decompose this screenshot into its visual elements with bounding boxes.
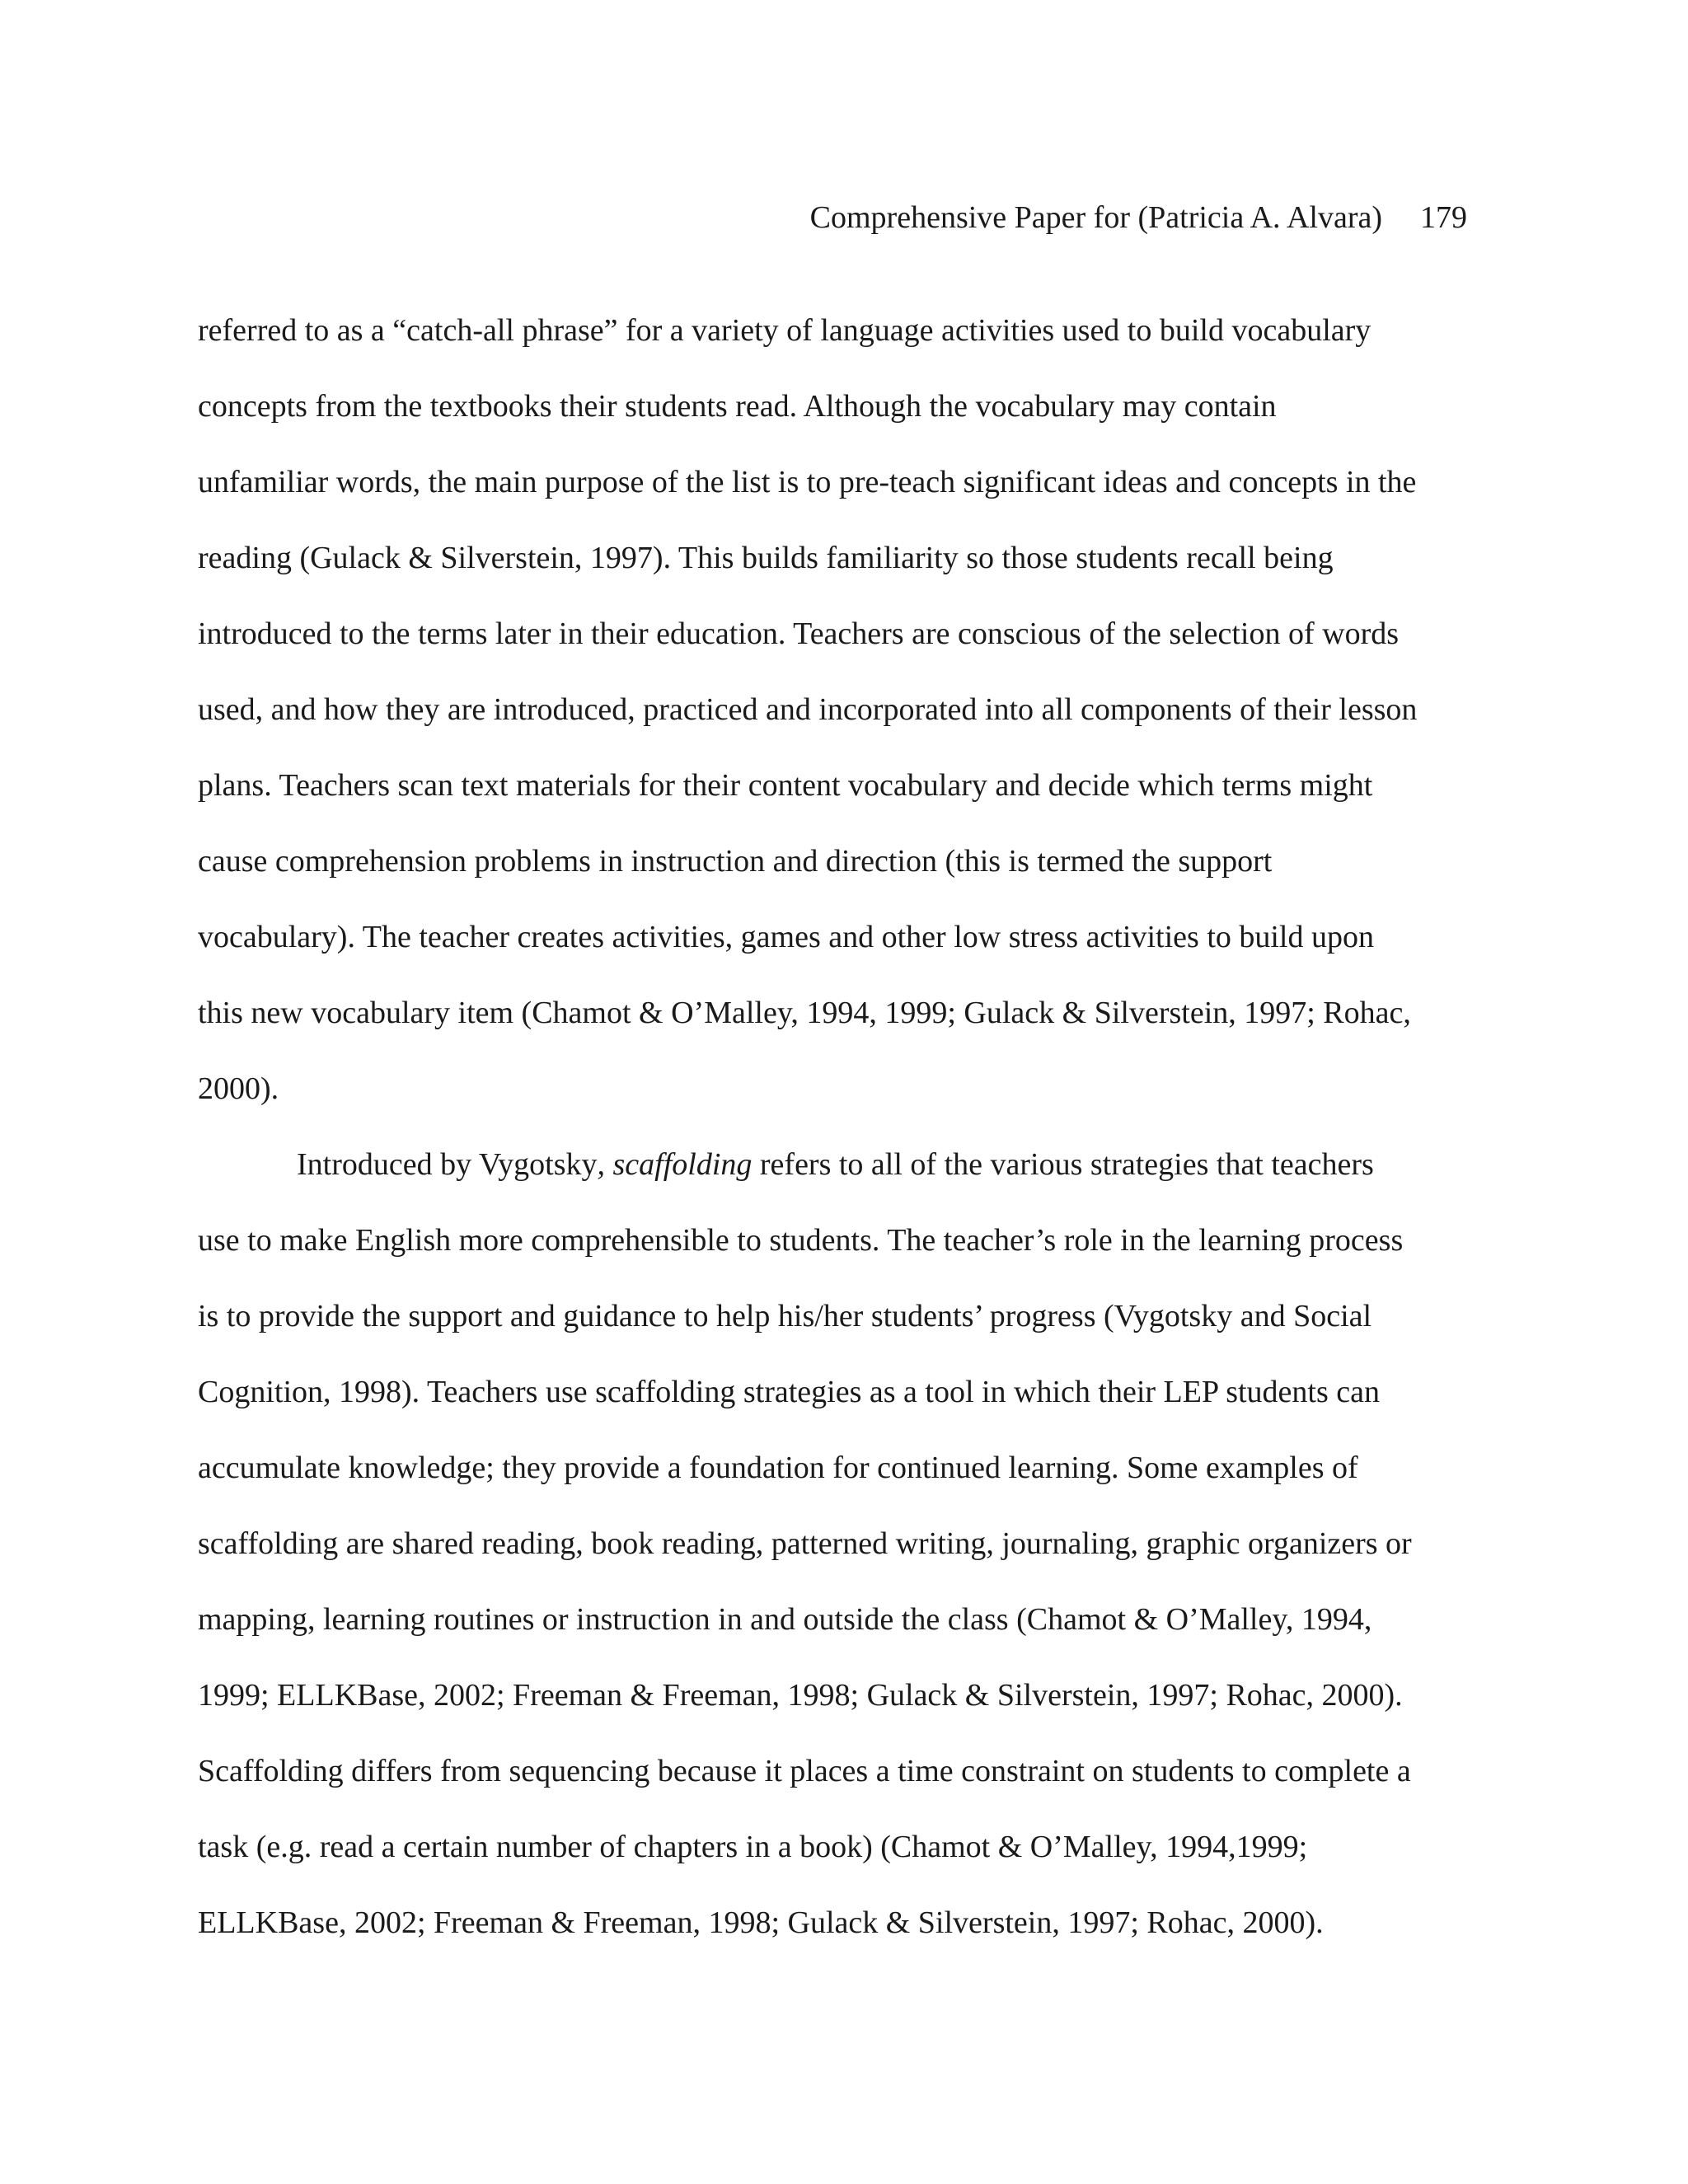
text-line: this new vocabulary item (Chamot & O’Malley, 1994, 1999; Gulack & Silverstein, 1997; Rohac, — [198, 996, 1411, 1030]
text-line: referred to as a “catch-all phrase” for a variety of language activities used to build vocabulary — [198, 313, 1372, 348]
text-line: accumulate knowledge; they provide a foundation for continued learning. Some examples of — [198, 1451, 1358, 1485]
text-line: reading (Gulack & Silverstein, 1997). This builds familiarity so those students recall being — [198, 541, 1334, 575]
text-line: used, and how they are introduced, practiced and incorporated into all components of their lesson — [198, 692, 1418, 727]
text-line: 2000). — [198, 1071, 279, 1106]
running-head-title: Comprehensive Paper for (Patricia A. Alvara) — [809, 200, 1382, 235]
text-run: refers to all of the various strategies that teachers — [752, 1147, 1374, 1182]
text-line: scaffolding are shared reading, book reading, patterned writing, journaling, graphic organizers or — [198, 1526, 1412, 1561]
text-line: concepts from the textbooks their students read. Although the vocabulary may contain — [198, 389, 1277, 424]
text-line: plans. Teachers scan text materials for their content vocabulary and decide which terms might — [198, 768, 1373, 803]
text-line: ELLKBase, 2002; Freeman & Freeman, 1998; Gulack & Silverstein, 1997; Rohac, 2000). — [198, 1905, 1324, 1940]
text-line: Scaffolding differs from sequencing because it places a time constraint on students to complete a — [198, 1754, 1411, 1788]
text-line-indented — [198, 1127, 1517, 1202]
paragraph-1 — [198, 293, 1517, 1127]
text-line: is to provide the support and guidance to help his/her students’ progress (Vygotsky and Social — [198, 1299, 1372, 1333]
paragraph-2 — [198, 1127, 1517, 1961]
text-line: use to make English more comprehensible to students. The teacher’s role in the learning process — [198, 1223, 1404, 1258]
text-run: Introduced by Vygotsky — [297, 1147, 598, 1182]
text-line: vocabulary). The teacher creates activities, games and other low stress activities to build upon — [198, 920, 1374, 954]
text-line: Cognition, 1998). Teachers use scaffolding strategies as a tool in which their LEP students can — [198, 1375, 1380, 1409]
text-line: unfamiliar words, the main purpose of the list is to pre-teach significant ideas and concepts in the — [198, 465, 1417, 499]
text-line: 1999; ELLKBase, 2002; Freeman & Freeman, 1998; Gulack & Silverstein, 1997; Rohac, 2000). — [198, 1678, 1403, 1713]
body-text — [198, 293, 1517, 1961]
text-line: task (e.g. read a certain number of chapters in a book) (Chamot & O’Malley, 1994,1999; — [198, 1830, 1308, 1864]
page-number: 179 — [1420, 200, 1467, 235]
running-head — [810, 198, 1467, 237]
text-line: introduced to the terms later in their education. Teachers are conscious of the selection of words — [198, 616, 1400, 651]
italic-term: , scaffolding — [597, 1147, 753, 1182]
text-line: mapping, learning routines or instruction in and outside the class (Chamot & O’Malley, 1994, — [198, 1602, 1372, 1637]
text-line: cause comprehension problems in instruction and direction (this is termed the support — [198, 844, 1273, 879]
